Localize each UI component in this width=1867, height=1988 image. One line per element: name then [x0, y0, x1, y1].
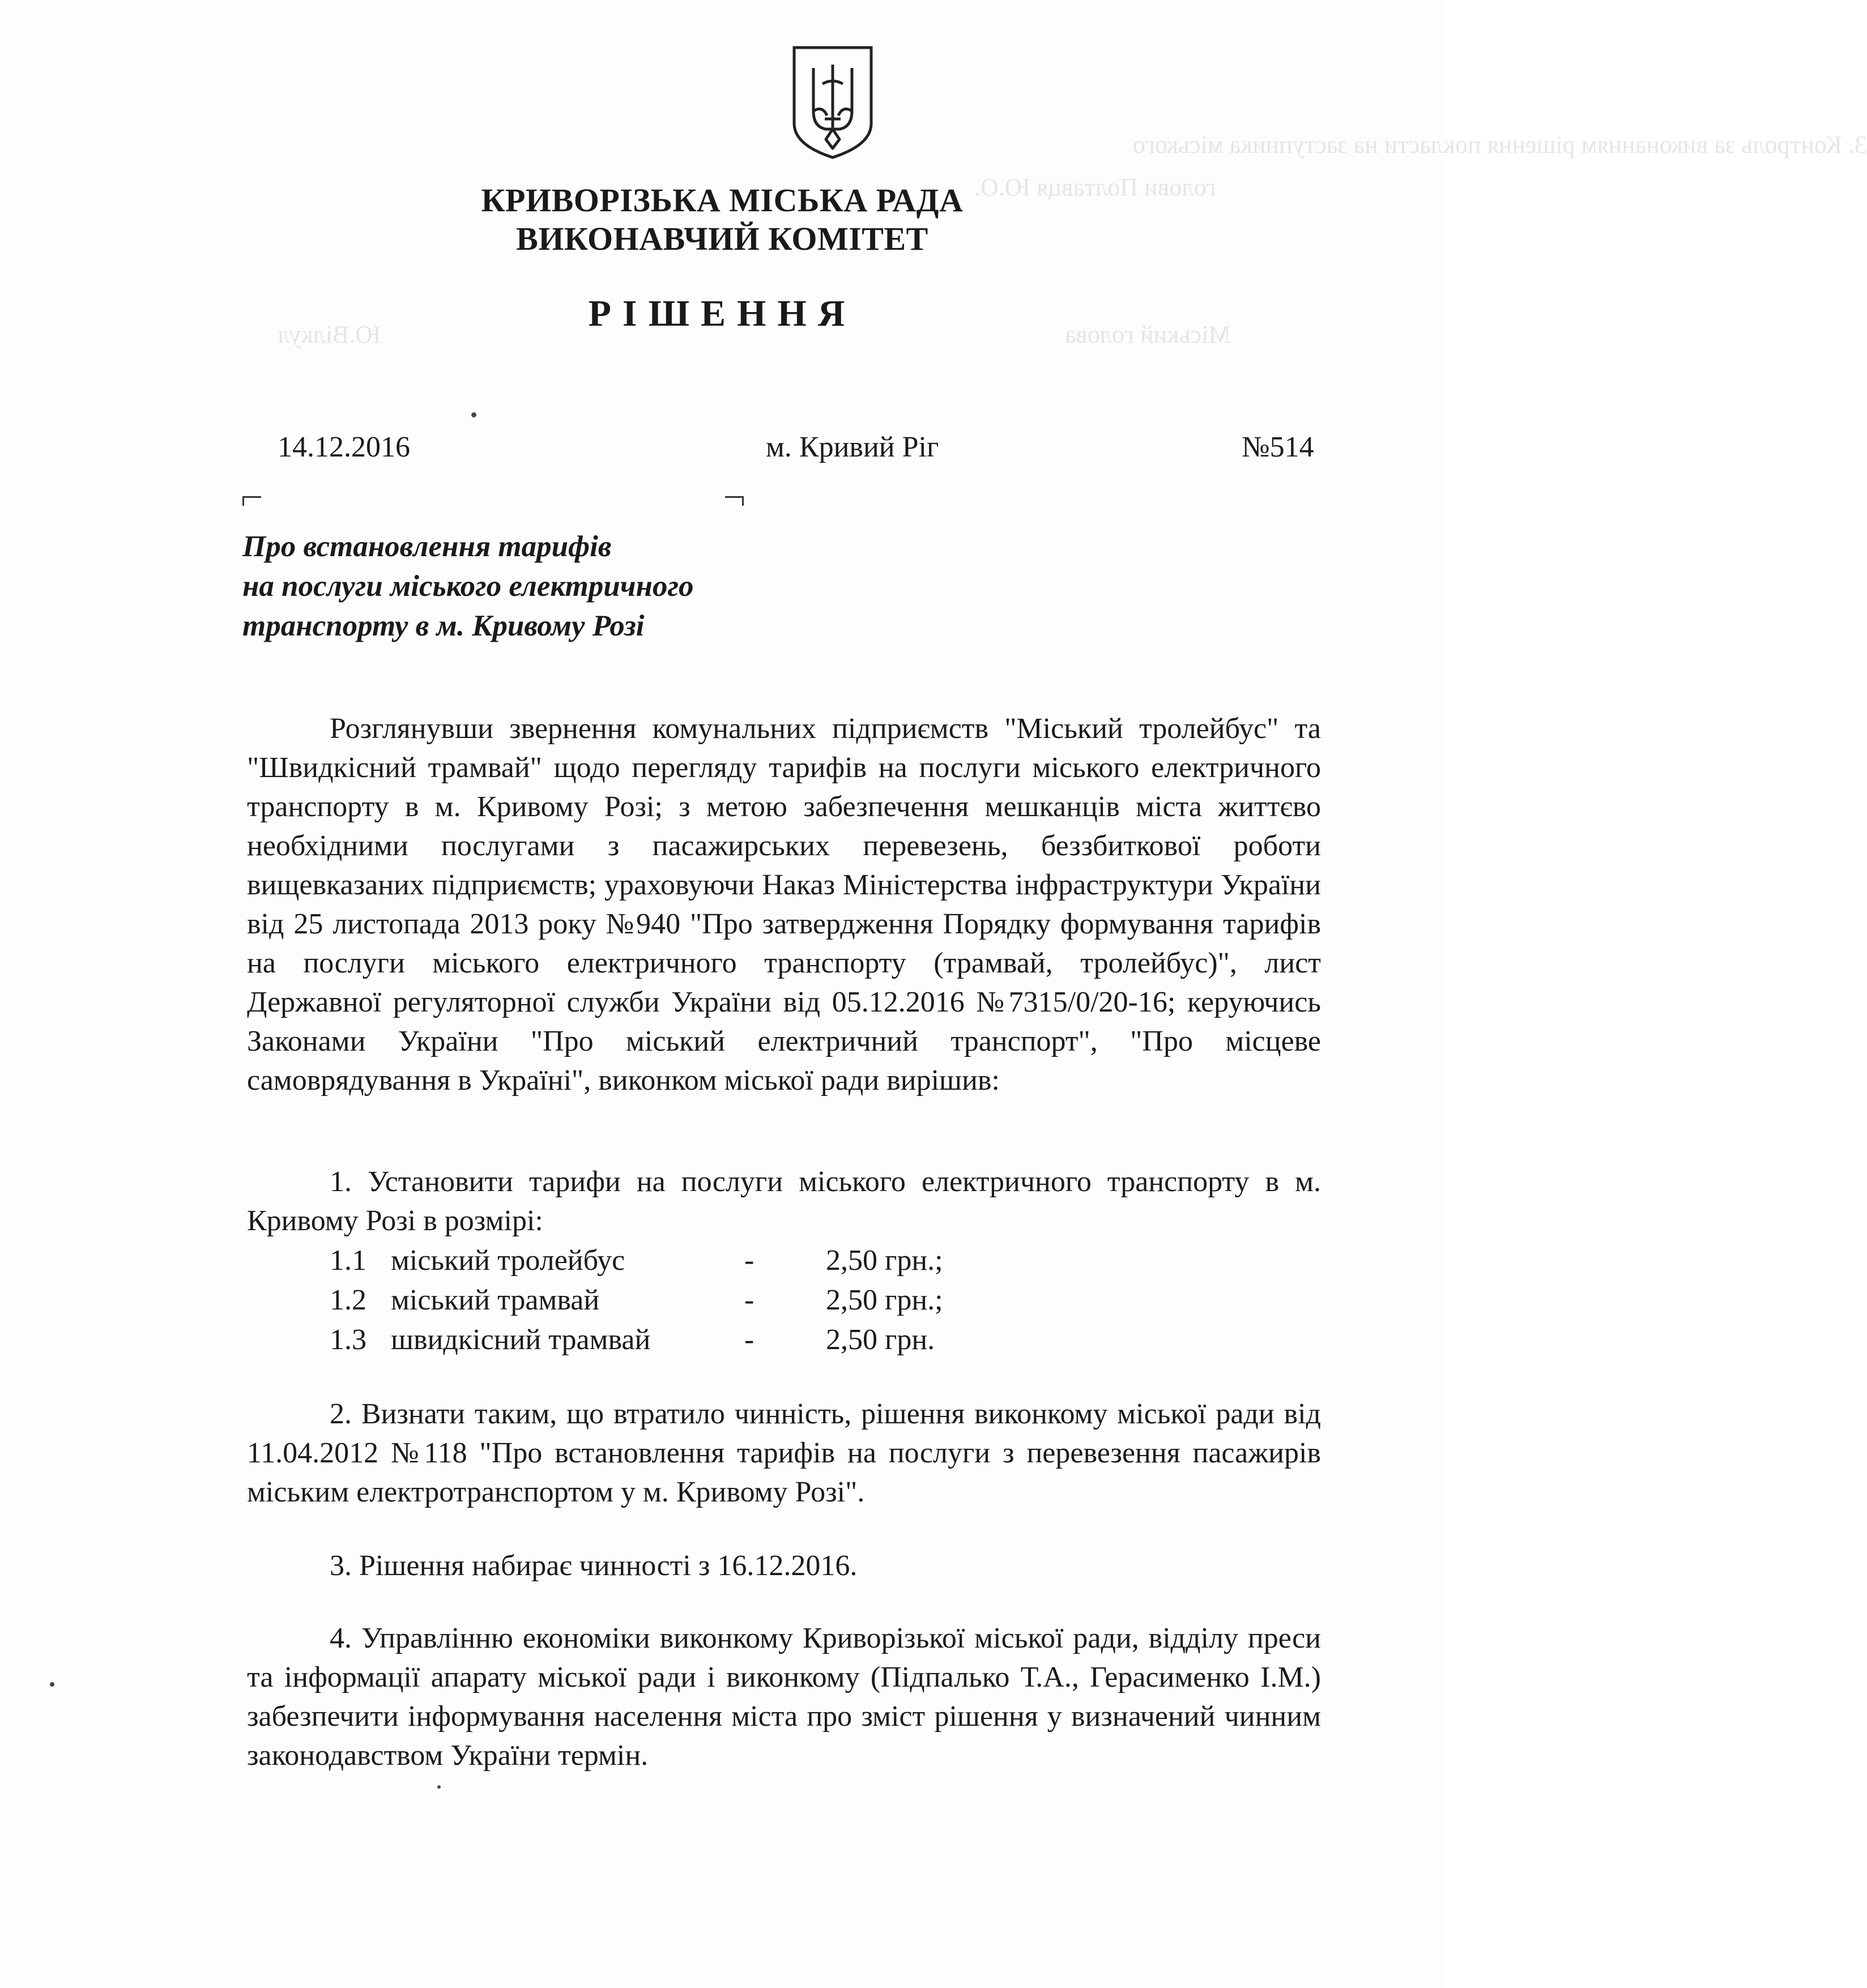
preamble-paragraph: Розглянувши звернення комунальних підприємств "Міський тролейбус" та "Швидкісний трамвай" щодо перегляду тарифів на послуги міського електричного транспорту в м. Кривому Розі; з метою забезпечення мешканців міста життєво необхідними послугами з пасажирських перевезень, беззбиткової роботи вищевказаних підприємств; ураховуючи Наказ Міністерства інфраструктури України від 25 листопада 2013 року №940 "Про затвердження Порядку формування тарифів на послуги міського електричного транспорту (трамвай, тролейбус)", лист Державної регуляторної служби України від 05.12.2016 №7315/0/20-16; керуючись Законами України "Про міський електричний транспорт", "Про місцеве самоврядування в Україні", виконком міської ради вирішив:: [247, 713, 1321, 1097]
decision-number: №514: [1242, 431, 1314, 463]
clause-2: 2. Визнати таким, що втратило чинність, рішення виконкому міської ради від 11.04.2012 №118 "Про встановлення тарифів на послуги з перевезення пасажирів міським електротранспортом у м. Кривому Розі".: [247, 1398, 1321, 1508]
subject-line-3: транспорту в м. Кривому Розі: [242, 609, 645, 642]
clause-4: 4. Управлінню економіки виконкому Криворізької міської ради, відділу преси та інформації апарату міської ради і виконкому (Підпалько Т.А., Герасименко І.М.) забезпечити інформування населення міста про зміст рішення у визначений чинним законодавством України термін.: [247, 1622, 1321, 1772]
tariff-price: 2,50 грн.: [826, 1324, 935, 1356]
tariff-dash: -: [744, 1324, 755, 1356]
ink-mark: [471, 412, 476, 417]
bleed-through-line-1: 3. Контроль за виконанням рішення покласти на заступника міського: [1133, 131, 1867, 159]
tariff-dash: -: [744, 1284, 755, 1316]
bleed-through-line-2: голови Полтавця Ю.О.: [974, 173, 1216, 201]
subject-corner-left: [242, 496, 261, 506]
committee-name: ВИКОНАВЧИЙ КОМІТЕТ: [516, 220, 928, 257]
tariff-number: 1.3: [330, 1324, 366, 1356]
clause-1: 1. Установити тарифи на послуги міського електричного транспорту в м. Кривому Розі в розмірі:: [247, 1166, 1321, 1237]
tariff-number: 1.1: [330, 1244, 366, 1277]
decision-date: 14.12.2016: [278, 431, 410, 463]
ink-mark: [437, 1785, 441, 1789]
tariff-number: 1.2: [330, 1284, 366, 1316]
clause-3: 3. Рішення набирає чинності з 16.12.2016.: [330, 1550, 858, 1582]
ink-mark: [50, 1682, 54, 1687]
tariff-price: 2,50 грн.;: [826, 1284, 943, 1316]
decision-subject: [242, 527, 694, 646]
bleed-through-signature-name: Ю.Вілкул: [278, 321, 381, 348]
tariff-service: швидкісний трамвай: [391, 1324, 651, 1356]
tariff-service: міський тролейбус: [391, 1244, 625, 1277]
decision-city: м. Кривий Ріг: [766, 431, 939, 463]
document-title: РІШЕННЯ: [588, 293, 856, 334]
trident-emblem-icon: [791, 44, 875, 160]
tariff-price: 2,50 грн.;: [826, 1244, 943, 1277]
tariff-dash: -: [744, 1244, 755, 1277]
subject-line-2: на послуги міського електричного: [242, 570, 694, 603]
subject-corner-right: [725, 496, 744, 506]
tariff-service: міський трамвай: [391, 1284, 600, 1316]
council-name: КРИВОРІЗЬКА МІСЬКА РАДА: [481, 182, 964, 219]
subject-line-1: Про встановлення тарифів: [242, 530, 612, 563]
bleed-through-signature-title: Міський голова: [1065, 321, 1231, 348]
